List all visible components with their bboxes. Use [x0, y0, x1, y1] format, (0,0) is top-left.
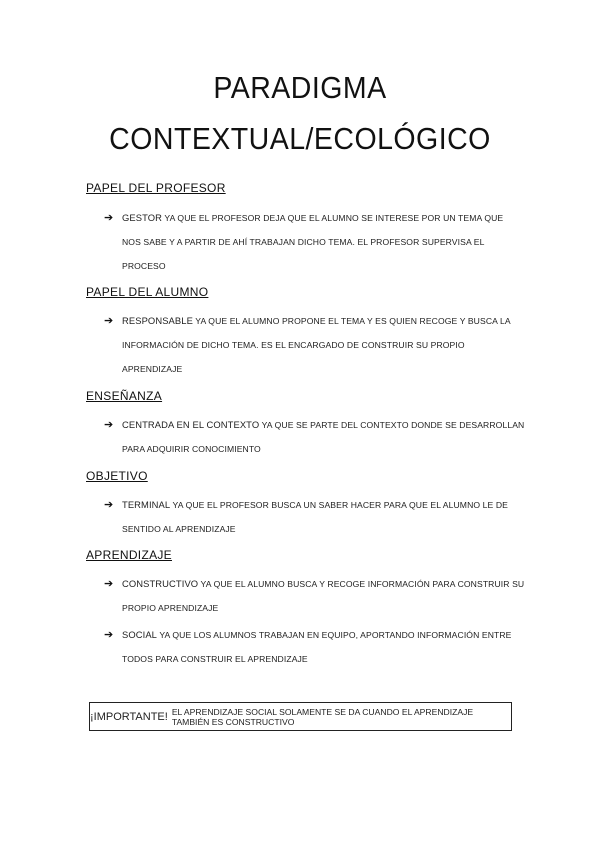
important-note-box — [89, 702, 512, 731]
heading-ensenanza: ENSEÑANZA — [86, 389, 163, 403]
item-keyword: CONSTRUCTIVO — [122, 578, 199, 589]
arrow-right-icon: ➔ — [104, 315, 114, 327]
title-line-2: CONTEXTUAL/ECOLÓGICO — [109, 121, 491, 156]
item-text: YA QUE EL PROFESOR BUSCA UN SABER HACER PARA QUE EL ALUMNO LE DE SENTIDO AL APRENDIZAJE — [122, 500, 508, 534]
heading-aprendizaje: APRENDIZAJE — [86, 548, 172, 562]
title-line-1: PARADIGMA — [213, 70, 387, 105]
arrow-right-icon: ➔ — [104, 629, 114, 641]
arrow-right-icon: ➔ — [104, 578, 114, 590]
list-item — [104, 623, 524, 671]
list-item — [104, 493, 544, 541]
item-text: YA QUE EL ALUMNO PROPONE EL TEMA Y ES QUIEN RECOGE Y BUSCA LA INFORMACIÓN DE DICHO TEMA. ES EL ENCARGADO DE CONSTRUIR SU PROPIO APRENDIZAJE — [122, 316, 511, 374]
item-text: YA QUE SE PARTE DEL CONTEXTO DONDE SE DESARROLLAN PARA ADQUIRIR CONOCIMIENTO — [122, 420, 525, 454]
item-text: YA QUE EL ALUMNO BUSCA Y RECOGE INFORMACIÓN PARA CONSTRUIR SU PROPIO APRENDIZAJE — [122, 579, 525, 613]
item-keyword: TERMINAL — [122, 499, 171, 510]
heading-objetivo: OBJETIVO — [86, 469, 148, 483]
item-keyword: SOCIAL — [122, 629, 157, 640]
item-keyword: RESPONSABLE — [122, 315, 193, 326]
list-item — [104, 206, 524, 278]
item-keyword: CENTRADA EN EL CONTEXTO — [122, 419, 260, 430]
list-item — [104, 309, 524, 381]
note-keyword: ¡IMPORTANTE! — [90, 710, 168, 723]
arrow-right-icon: ➔ — [104, 499, 114, 511]
heading-papel-alumno: PAPEL DEL ALUMNO — [86, 285, 209, 299]
item-text: YA QUE LOS ALUMNOS TRABAJAN EN EQUIPO, APORTANDO INFORMACIÓN ENTRE TODOS PARA CONSTRUIR EL APRENDIZAJE — [122, 630, 512, 664]
note-text: EL APRENDIZAJE SOCIAL SOLAMENTE SE DA CUANDO EL APRENDIZAJE TAMBIÉN ES CONSTRUCTIVO — [171, 706, 474, 727]
heading-papel-profesor: PAPEL DEL PROFESOR — [86, 181, 226, 195]
arrow-right-icon: ➔ — [104, 212, 114, 224]
list-item — [104, 413, 544, 461]
item-keyword: GESTOR — [122, 212, 163, 223]
list-item — [104, 572, 544, 620]
item-text: YA QUE EL PROFESOR DEJA QUE EL ALUMNO SE INTERESE POR UN TEMA QUE NOS SABE Y A PARTIR DE AHÍ TRABAJAN DICHO TEMA. EL PROFESOR SUPERVISA EL PROCESO — [122, 213, 504, 271]
arrow-right-icon: ➔ — [104, 419, 114, 431]
